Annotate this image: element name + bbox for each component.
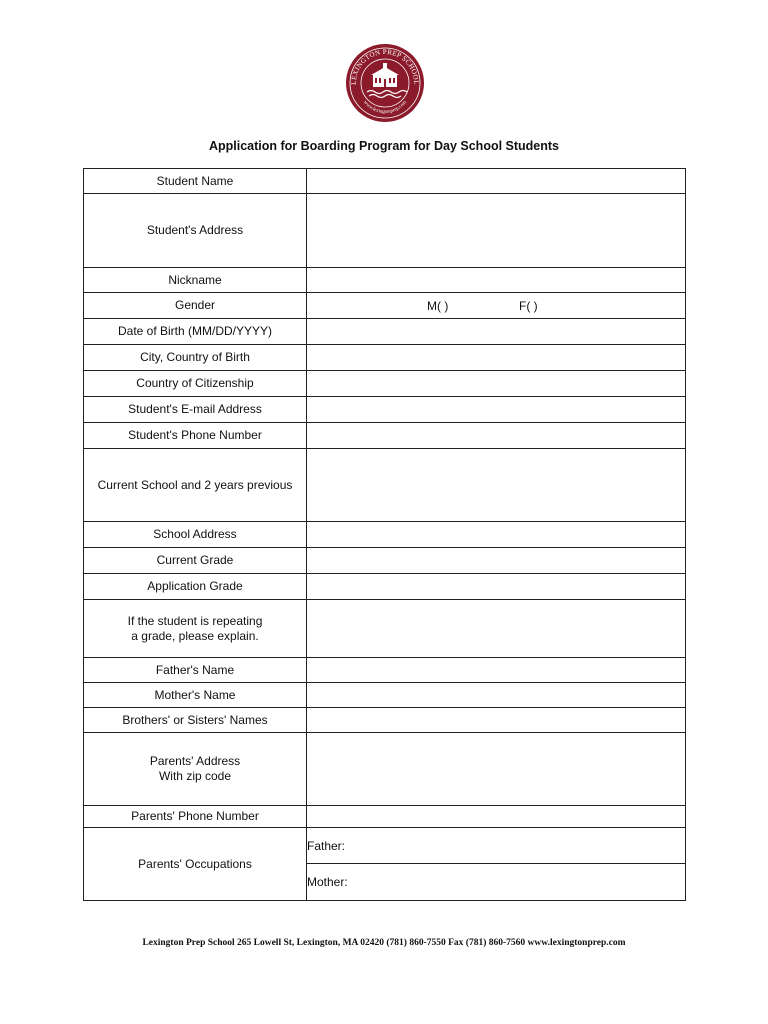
siblings-label: Brothers' or Sisters' Names bbox=[84, 708, 307, 733]
table-row bbox=[84, 371, 686, 397]
repeating-grade-line2: a grade, please explain. bbox=[131, 628, 259, 643]
father-occupation-field[interactable]: Father: bbox=[307, 828, 686, 864]
current-school-label: Current School and 2 years previous bbox=[84, 449, 307, 522]
student-address-field[interactable] bbox=[307, 194, 686, 268]
school-seal-logo bbox=[345, 43, 425, 123]
gender-label: Gender bbox=[84, 293, 307, 319]
student-name-field[interactable] bbox=[307, 169, 686, 194]
table-row bbox=[84, 449, 686, 522]
repeating-grade-field[interactable] bbox=[307, 600, 686, 658]
parents-address-line2: With zip code bbox=[158, 769, 232, 783]
birth-place-label: City, Country of Birth bbox=[84, 345, 307, 371]
school-address-field[interactable] bbox=[307, 522, 686, 548]
fathers-name-label: Father's Name bbox=[84, 658, 307, 683]
table-row bbox=[84, 423, 686, 449]
parents-address-label bbox=[84, 733, 307, 806]
table-row bbox=[84, 169, 686, 194]
student-name-label: Student Name bbox=[84, 169, 307, 194]
table-row bbox=[84, 733, 686, 806]
table-row bbox=[84, 345, 686, 371]
citizenship-label: Country of Citizenship bbox=[84, 371, 307, 397]
student-address-label: Student's Address bbox=[84, 194, 307, 268]
parents-phone-field[interactable] bbox=[307, 806, 686, 828]
gender-male-option[interactable]: M( ) bbox=[427, 298, 449, 313]
email-label: Student's E-mail Address bbox=[84, 397, 307, 423]
birth-place-field[interactable] bbox=[307, 345, 686, 371]
mothers-name-label: Mother's Name bbox=[84, 683, 307, 708]
table-row bbox=[84, 548, 686, 574]
current-school-field[interactable] bbox=[307, 449, 686, 522]
table-row bbox=[84, 319, 686, 345]
table-row bbox=[84, 708, 686, 733]
parents-address-field[interactable] bbox=[307, 733, 686, 806]
footer-contact: Lexington Prep School 265 Lowell St, Lexington, MA 02420 (781) 860-7550 Fax (781) 860-7560 www.lexingtonprep.com bbox=[142, 938, 626, 948]
table-row bbox=[84, 806, 686, 828]
parents-address-line1: Parents' Address bbox=[149, 754, 241, 768]
dob-field[interactable] bbox=[307, 319, 686, 345]
application-grade-label: Application Grade bbox=[84, 574, 307, 600]
siblings-field[interactable] bbox=[307, 708, 686, 733]
fathers-name-field[interactable] bbox=[307, 658, 686, 683]
table-row bbox=[84, 522, 686, 548]
table-row bbox=[84, 194, 686, 268]
application-grade-field[interactable] bbox=[307, 574, 686, 600]
table-row bbox=[84, 574, 686, 600]
mothers-name-field[interactable] bbox=[307, 683, 686, 708]
table-row bbox=[84, 658, 686, 683]
nickname-field[interactable] bbox=[307, 268, 686, 293]
application-form-table bbox=[83, 168, 686, 901]
gender-field bbox=[307, 293, 686, 319]
parents-occupations-label: Parents' Occupations bbox=[84, 828, 307, 901]
svg-text:www.lexingtonprep.com: www.lexingtonprep.com bbox=[362, 100, 408, 116]
repeating-grade-line1: If the student is repeating bbox=[127, 613, 263, 628]
school-address-label: School Address bbox=[84, 522, 307, 548]
table-row bbox=[84, 683, 686, 708]
nickname-label: Nickname bbox=[84, 268, 307, 293]
dob-label: Date of Birth (MM/DD/YYYY) bbox=[84, 319, 307, 345]
table-row bbox=[84, 293, 686, 319]
current-grade-field[interactable] bbox=[307, 548, 686, 574]
mother-occupation-field[interactable]: Mother: bbox=[307, 864, 686, 901]
gender-female-option[interactable]: F( ) bbox=[519, 298, 538, 313]
svg-text:LEXINGTON PREP SCHOOL: LEXINGTON PREP SCHOOL bbox=[349, 47, 421, 85]
current-grade-label: Current Grade bbox=[84, 548, 307, 574]
table-row bbox=[84, 600, 686, 658]
repeating-grade-label bbox=[84, 600, 307, 658]
parents-phone-label: Parents' Phone Number bbox=[84, 806, 307, 828]
citizenship-field[interactable] bbox=[307, 371, 686, 397]
table-row bbox=[84, 828, 686, 864]
form-title: Application for Boarding Program for Day School Students bbox=[208, 139, 560, 153]
phone-label: Student's Phone Number bbox=[84, 423, 307, 449]
table-row bbox=[84, 268, 686, 293]
phone-field[interactable] bbox=[307, 423, 686, 449]
table-row bbox=[84, 397, 686, 423]
email-field[interactable] bbox=[307, 397, 686, 423]
